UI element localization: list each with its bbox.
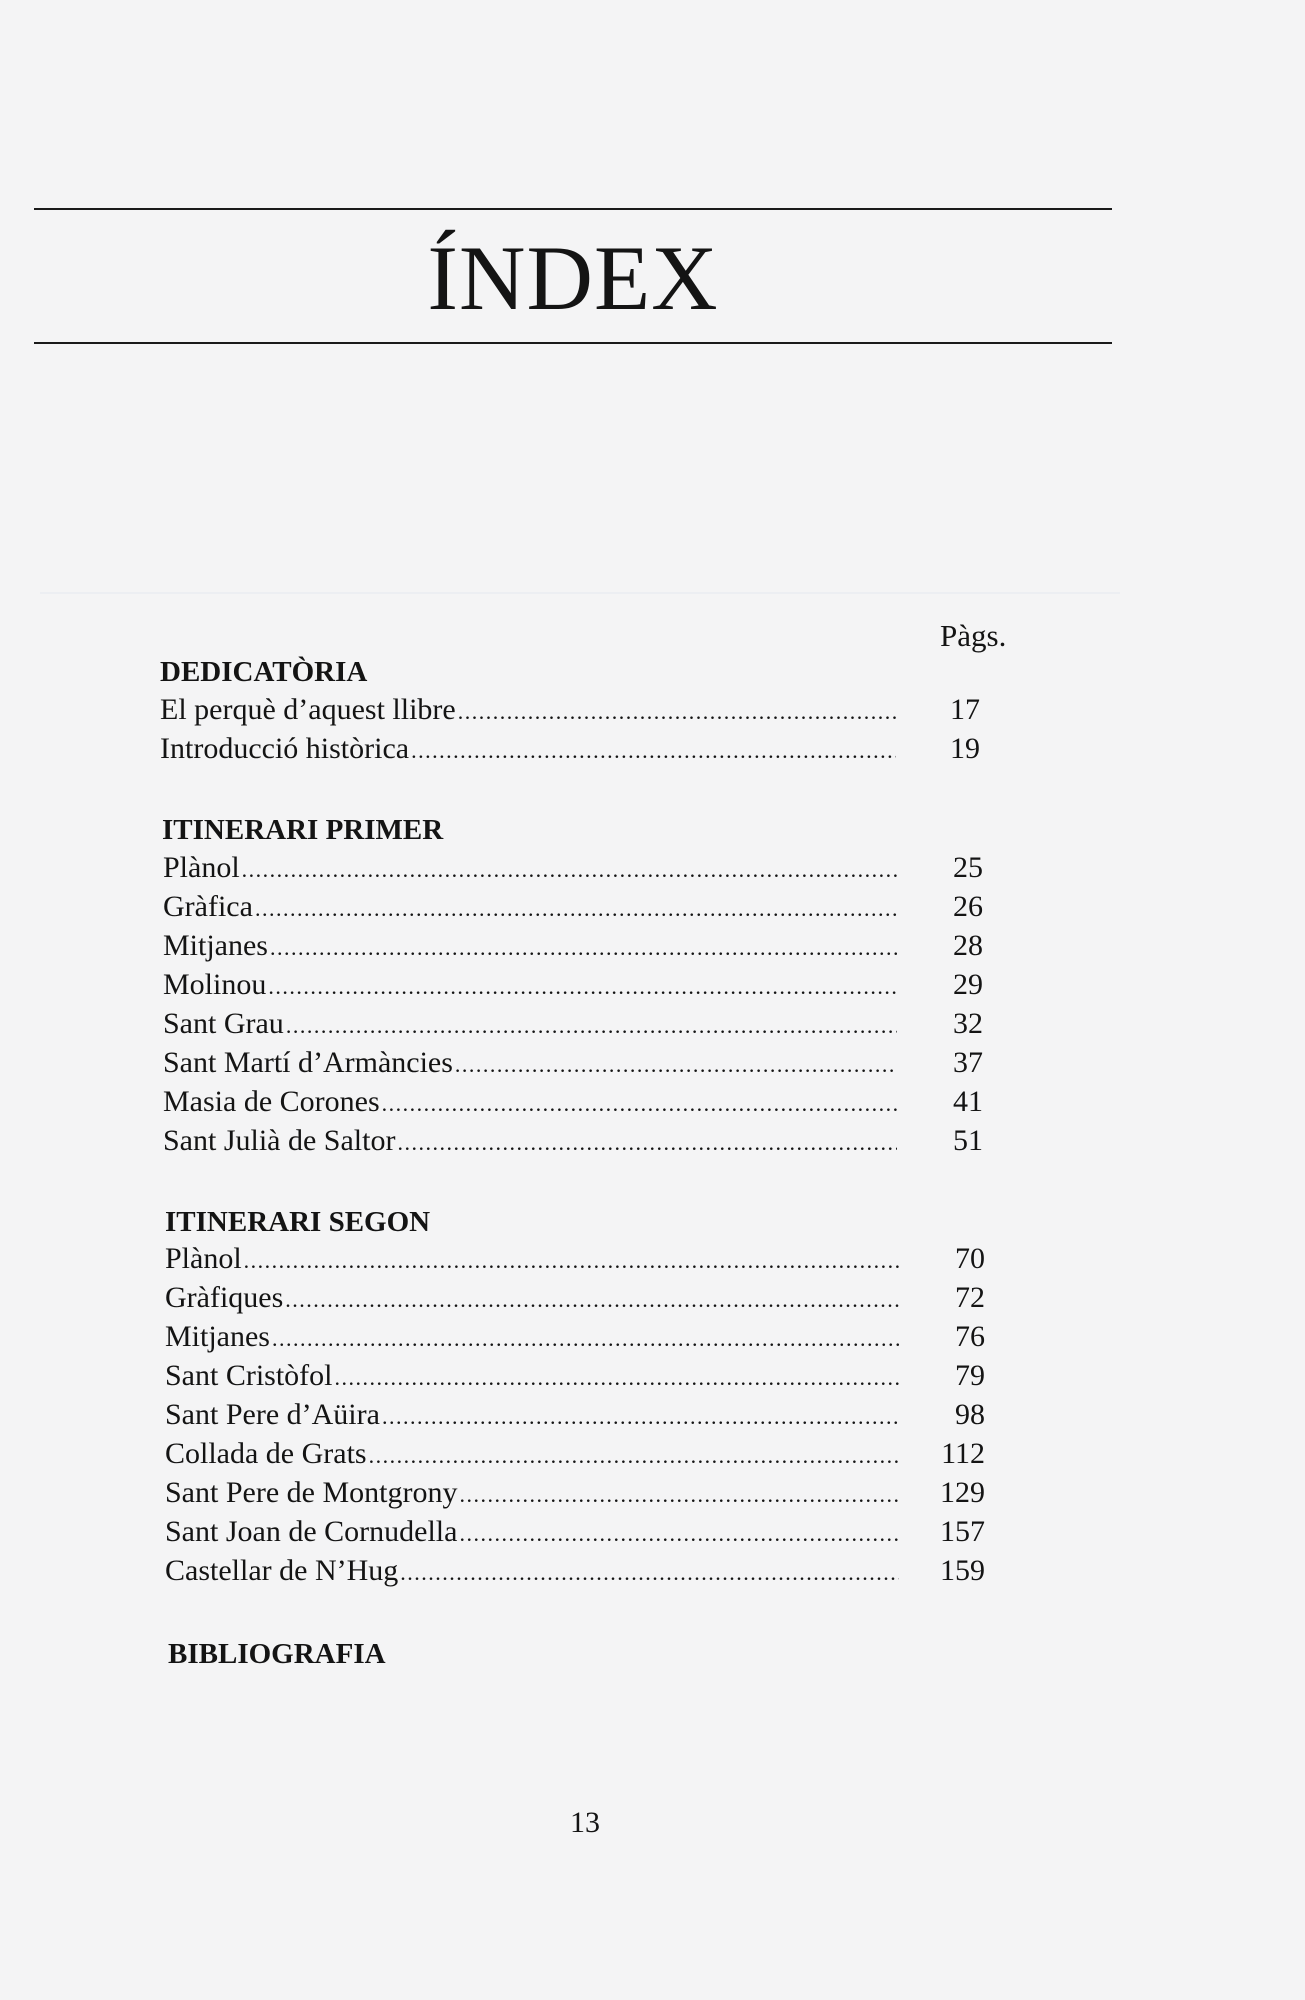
toc-entry-label: Sant Martí d’Armàncies (163, 1046, 453, 1079)
toc-entry-label: Molinou (163, 968, 267, 1001)
dot-leader (272, 1320, 899, 1358)
dot-leader (270, 929, 897, 967)
toc-entry[interactable] (160, 730, 1006, 768)
toc-entry-label: Gràfica (163, 890, 253, 923)
toc-entry[interactable] (163, 888, 1008, 926)
toc-entry-page: 79 (955, 1359, 985, 1392)
section-heading-itinerari-segon: ITINERARI SEGON (165, 1206, 431, 1238)
dot-leader (411, 732, 896, 770)
toc-entry-page: 129 (940, 1476, 985, 1509)
toc-entry-page: 17 (950, 693, 980, 726)
toc-entry-label: Sant Pere de Montgrony (165, 1476, 458, 1509)
dot-leader (242, 851, 897, 889)
toc-entry-label: Mitjanes (165, 1320, 270, 1353)
toc-entry[interactable] (163, 849, 1008, 887)
toc-entry-page: 76 (955, 1320, 985, 1353)
dot-leader (458, 693, 896, 731)
dot-leader (255, 890, 897, 928)
toc-entry-label: Castellar de N’Hug (165, 1554, 399, 1587)
dot-leader (400, 1554, 899, 1592)
toc-entry[interactable] (163, 966, 1008, 1004)
toc-entry-page: 70 (955, 1242, 985, 1275)
toc-entry-label: Mitjanes (163, 929, 268, 962)
pages-column-label: Pàgs. (940, 618, 1007, 653)
toc-entry[interactable] (163, 1044, 1008, 1082)
toc-entry-label: Sant Joan de Cornudella (165, 1515, 458, 1548)
dot-leader (369, 1437, 899, 1475)
toc-entry-page: 41 (953, 1085, 983, 1118)
dot-leader (459, 1515, 899, 1553)
toc-entry-page: 19 (950, 732, 980, 765)
page-number: 13 (570, 1806, 600, 1839)
section-heading-dedicatoria: DEDICATÒRIA (160, 656, 368, 688)
toc-entry[interactable] (165, 1396, 1010, 1434)
toc-entry-label: Collada de Grats (165, 1437, 367, 1470)
toc-entry-page: 32 (953, 1007, 983, 1040)
dot-leader (244, 1242, 899, 1280)
dot-leader (382, 1398, 899, 1436)
toc-entry-page: 51 (953, 1124, 983, 1157)
toc-entry-page: 72 (955, 1281, 985, 1314)
toc-entry-label: Masia de Corones (163, 1085, 380, 1118)
toc-entry[interactable] (165, 1279, 1010, 1317)
toc-entry[interactable] (165, 1318, 1010, 1356)
toc-entry-label: Plànol (165, 1242, 242, 1275)
toc-entry[interactable] (165, 1357, 1010, 1395)
toc-entry-page: 157 (940, 1515, 985, 1548)
toc-entry[interactable] (163, 927, 1008, 965)
page-title: ÍNDEX (427, 227, 719, 329)
toc-entry-page: 98 (955, 1398, 985, 1431)
dot-leader (335, 1359, 899, 1397)
toc-entry-label: Plànol (163, 851, 240, 884)
dot-leader (286, 1007, 897, 1045)
dot-leader (455, 1046, 897, 1084)
dot-leader (397, 1124, 897, 1162)
toc-entry-label: Sant Pere d’Aüira (165, 1398, 380, 1431)
dot-leader (382, 1085, 897, 1123)
section-heading-bibliografia[interactable]: BIBLIOGRAFIA (168, 1638, 386, 1670)
dot-leader (268, 968, 897, 1006)
toc-entry-label: Sant Grau (163, 1007, 284, 1040)
toc-entry-page: 37 (953, 1046, 983, 1079)
dot-leader (285, 1281, 899, 1319)
dot-leader (459, 1476, 899, 1514)
toc-entry-label: El perquè d’aquest llibre (160, 693, 456, 726)
toc-entry[interactable] (160, 691, 1006, 729)
toc-entry[interactable] (165, 1435, 1010, 1473)
toc-entry[interactable] (163, 1122, 1008, 1160)
toc-entry[interactable] (165, 1474, 1010, 1512)
toc-entry-label: Sant Cristòfol (165, 1359, 333, 1392)
toc-entry-page: 112 (941, 1437, 985, 1470)
toc-entry-page: 159 (940, 1554, 985, 1587)
toc-entry[interactable] (165, 1552, 1010, 1590)
toc-entry[interactable] (163, 1083, 1008, 1121)
title-rule-top (34, 208, 1112, 210)
toc-entry-label: Introducció històrica (160, 732, 410, 765)
toc-entry[interactable] (163, 1005, 1008, 1043)
toc-entry[interactable] (165, 1240, 1010, 1278)
toc-entry-page: 29 (953, 968, 983, 1001)
toc-entry[interactable] (165, 1513, 1010, 1551)
toc-entry-page: 25 (953, 851, 983, 884)
bleed-through-line (40, 592, 1120, 594)
toc-entry-page: 26 (953, 890, 983, 923)
toc-entry-label: Gràfiques (165, 1281, 284, 1314)
title-rule-bottom (34, 342, 1112, 344)
toc-entry-label: Sant Julià de Saltor (163, 1124, 396, 1157)
section-heading-itinerari-primer: ITINERARI PRIMER (162, 814, 444, 846)
toc-entry-page: 28 (953, 929, 983, 962)
